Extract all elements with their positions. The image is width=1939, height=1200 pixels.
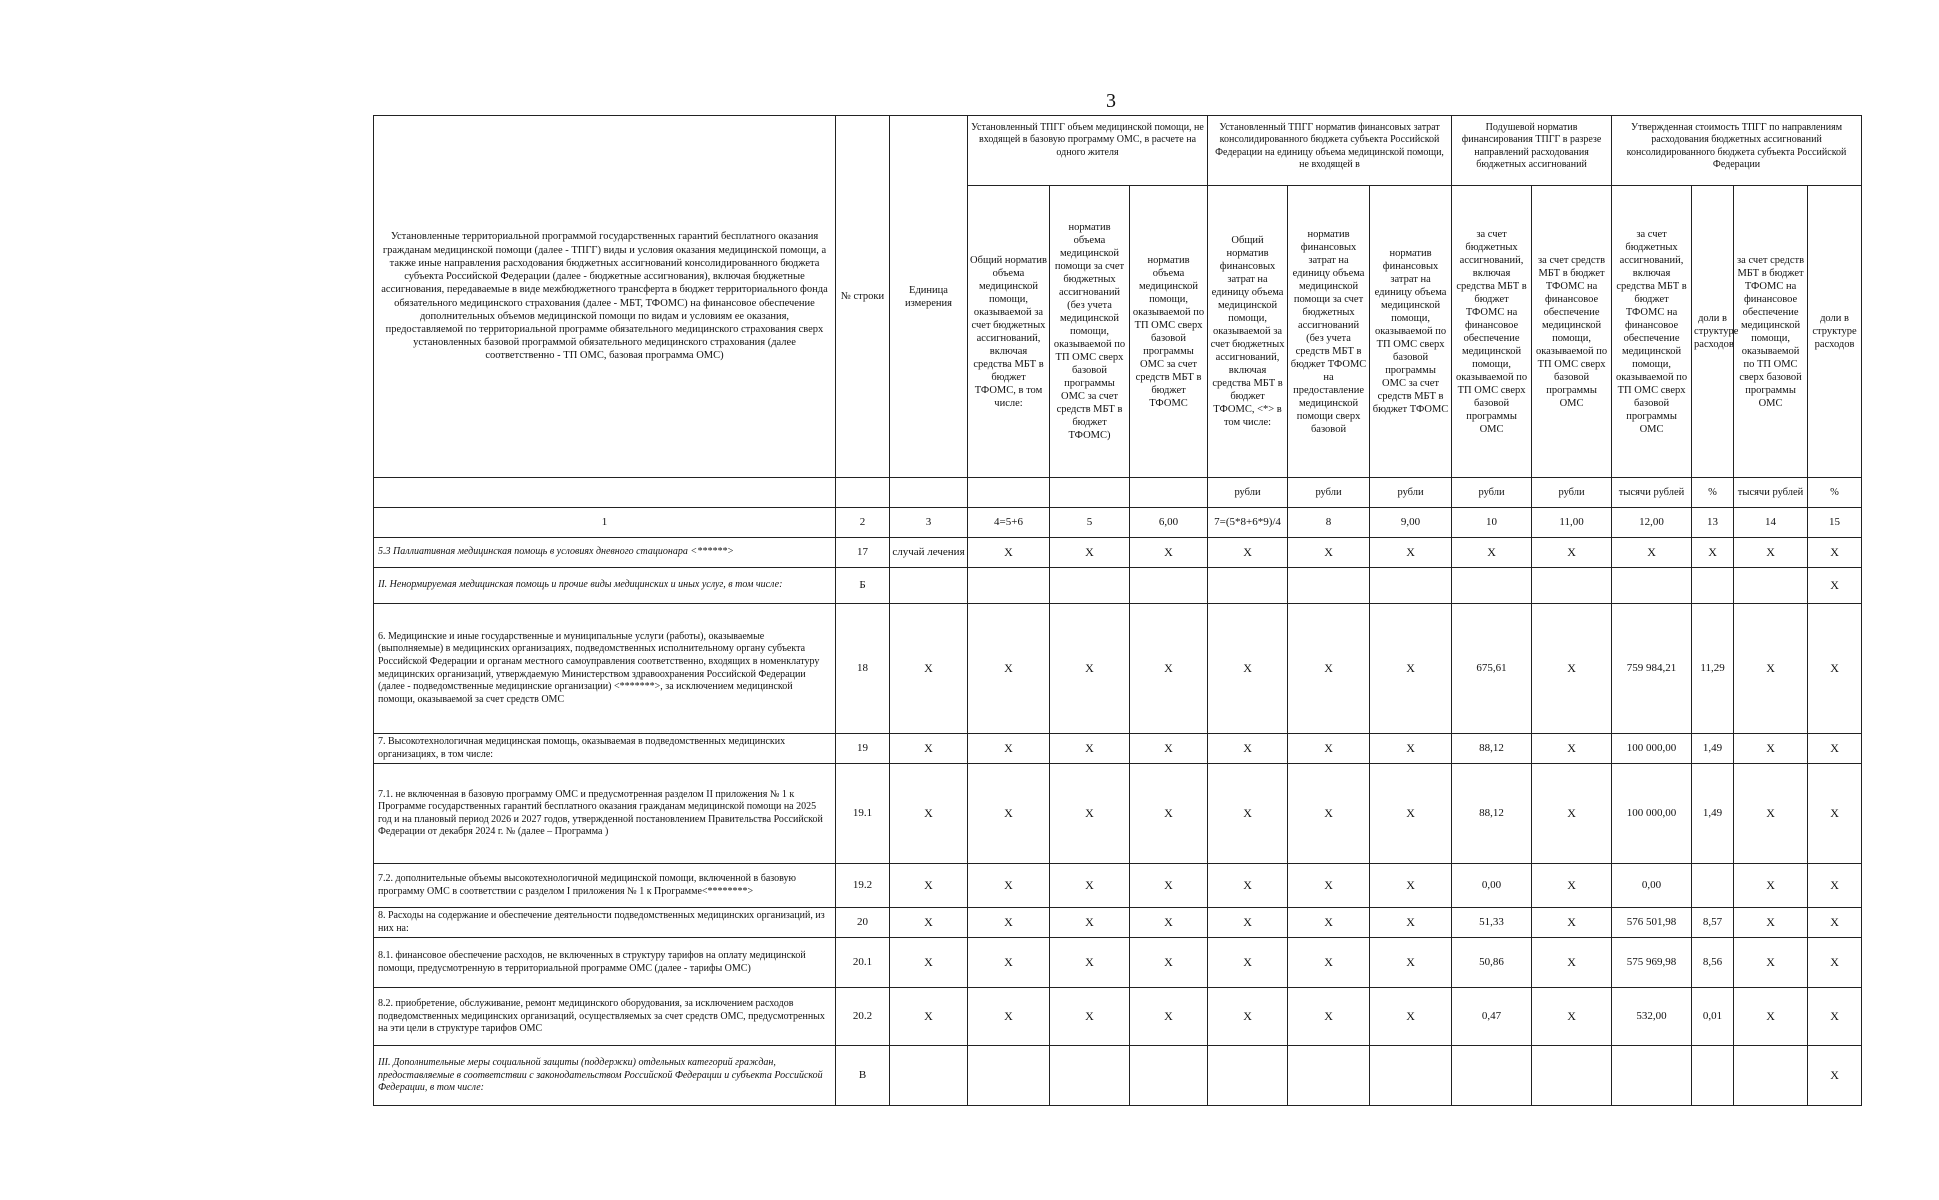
header-unit: Единица измерения	[890, 116, 968, 478]
row-cell	[1612, 1046, 1692, 1106]
row-cell	[1050, 568, 1130, 604]
row-label: III. Дополнительные меры социальной защиты (поддержки) отдельных категорий граждан, предоставляемые в соответствии с законодательством Российской Федерации и субъекта Российской Федерации, в том числе:	[374, 1046, 836, 1106]
row-cell	[1452, 568, 1532, 604]
header-subcolumn-13: доли в структуре расходов	[1692, 186, 1734, 478]
header-subcolumn-9: норматив финансовых затрат на единицу объема медицинской помощи, оказываемой по ТП ОМС сверх базовой программы ОМС за счет средств МБТ в бюджет ТФОМС	[1370, 186, 1452, 478]
column-number-3: 3	[890, 508, 968, 538]
row-cell: X	[1808, 864, 1862, 908]
row-cell: X	[1808, 764, 1862, 864]
budget-table	[373, 115, 1862, 1106]
row-cell: X	[968, 988, 1050, 1046]
row-cell	[890, 1046, 968, 1106]
row-number: Б	[836, 568, 890, 604]
row-cell	[1692, 864, 1734, 908]
row-cell: X	[1370, 604, 1452, 734]
row-cell: 675,61	[1452, 604, 1532, 734]
row-cell	[1130, 568, 1208, 604]
row-cell	[1288, 1046, 1370, 1106]
row-cell: X	[1208, 604, 1288, 734]
row-cell: X	[890, 734, 968, 764]
row-cell: 88,12	[1452, 734, 1532, 764]
row-cell: 1,49	[1692, 764, 1734, 864]
header-subcolumn-10: за счет бюджетных ассигнований, включая средства МБТ в бюджет ТФОМС на финансовое обеспечение медицинской помощи, оказываемой по ТП ОМС сверх базовой программы ОМС	[1452, 186, 1532, 478]
row-cell: X	[1288, 864, 1370, 908]
row-cell: X	[1808, 604, 1862, 734]
row-cell: X	[968, 734, 1050, 764]
units-cell: %	[1692, 478, 1734, 508]
units-cell: рубли	[1370, 478, 1452, 508]
row-cell: X	[1734, 604, 1808, 734]
row-cell: 0,47	[1452, 988, 1532, 1046]
row-cell: X	[1288, 988, 1370, 1046]
row-cell: X	[968, 908, 1050, 938]
row-cell: X	[1532, 988, 1612, 1046]
row-number: 20.1	[836, 938, 890, 988]
row-cell: X	[968, 938, 1050, 988]
row-cell: X	[1050, 604, 1130, 734]
row-cell	[1370, 1046, 1452, 1106]
row-cell: X	[1208, 538, 1288, 568]
row-cell: X	[1288, 604, 1370, 734]
row-cell: X	[1130, 734, 1208, 764]
header-subcolumn-4: Общий норматив объема медицинской помощи, оказываемой за счет бюджетных ассигнований, включая средства МБТ в бюджет ТФОМС, в том числе:	[968, 186, 1050, 478]
row-cell	[1050, 1046, 1130, 1106]
units-cell	[836, 478, 890, 508]
row-cell: X	[1208, 908, 1288, 938]
row-cell: 0,00	[1612, 864, 1692, 908]
table-row	[374, 938, 1862, 988]
units-cell: %	[1808, 478, 1862, 508]
row-number: 20.2	[836, 988, 890, 1046]
column-number-14: 14	[1734, 508, 1808, 538]
row-cell	[890, 568, 968, 604]
row-cell: X	[890, 938, 968, 988]
row-cell: X	[1288, 764, 1370, 864]
row-label: 8.2. приобретение, обслуживание, ремонт медицинского оборудования, за исключением расходов подведомственных медицинских организаций, осуществляемых за счет средств ОМС, предусмотренных на эти цели в структуре тарифов ОМС	[374, 988, 836, 1046]
row-cell: 576 501,98	[1612, 908, 1692, 938]
units-cell: рубли	[1532, 478, 1612, 508]
column-number-8: 8	[1288, 508, 1370, 538]
row-cell: 759 984,21	[1612, 604, 1692, 734]
table-row	[374, 988, 1862, 1046]
row-cell: X	[968, 604, 1050, 734]
row-cell: X	[1130, 864, 1208, 908]
row-cell: X	[1370, 988, 1452, 1046]
column-number-7: 7=(5*8+6*9)/4	[1208, 508, 1288, 538]
row-cell: X	[1288, 908, 1370, 938]
header-row-number: № строки	[836, 116, 890, 478]
header-subcolumn-5: норматив объема медицинской помощи за счет бюджетных ассигнований (без учета медицинской помощи, оказываемой по ТП ОМС сверх базовой программы ОМС за счет средств МБТ в бюджет ТФОМС)	[1050, 186, 1130, 478]
row-cell	[968, 1046, 1050, 1106]
row-cell: X	[1452, 538, 1532, 568]
row-cell	[1734, 568, 1808, 604]
row-cell: 8,56	[1692, 938, 1734, 988]
units-cell	[890, 478, 968, 508]
row-cell: X	[890, 864, 968, 908]
row-cell: X	[1050, 764, 1130, 864]
row-cell: X	[1734, 538, 1808, 568]
units-cell: рубли	[1452, 478, 1532, 508]
row-cell	[1130, 1046, 1208, 1106]
row-cell: X	[1130, 988, 1208, 1046]
row-cell: X	[968, 864, 1050, 908]
row-cell: X	[1734, 864, 1808, 908]
row-cell: X	[1808, 988, 1862, 1046]
row-cell: X	[1208, 764, 1288, 864]
row-cell: X	[1370, 734, 1452, 764]
row-number: 19.1	[836, 764, 890, 864]
column-number-2: 2	[836, 508, 890, 538]
row-label: 5.3 Паллиативная медицинская помощь в условиях дневного стационара <******>	[374, 538, 836, 568]
row-cell: 100 000,00	[1612, 734, 1692, 764]
column-number-15: 15	[1808, 508, 1862, 538]
row-cell: X	[1734, 988, 1808, 1046]
row-cell	[1208, 1046, 1288, 1106]
row-cell: X	[1692, 538, 1734, 568]
row-cell: X	[1050, 864, 1130, 908]
column-number-13: 13	[1692, 508, 1734, 538]
row-cell: X	[968, 538, 1050, 568]
header-subcolumn-15: доли в структуре расходов	[1808, 186, 1862, 478]
row-cell	[1208, 568, 1288, 604]
row-cell: 88,12	[1452, 764, 1532, 864]
units-cell	[1050, 478, 1130, 508]
row-cell: 51,33	[1452, 908, 1532, 938]
units-cell	[1130, 478, 1208, 508]
row-number: 20	[836, 908, 890, 938]
row-cell: 532,00	[1612, 988, 1692, 1046]
row-cell	[1692, 568, 1734, 604]
row-cell: X	[968, 764, 1050, 864]
row-cell: X	[890, 988, 968, 1046]
header-subcolumn-7: Общий норматив финансовых затрат на единицу объема медицинской помощи, оказываемой за счет бюджетных ассигнований, включая средства МБТ в бюджет ТФОМС, <*> в том числе:	[1208, 186, 1288, 478]
row-cell	[968, 568, 1050, 604]
row-cell: X	[1532, 764, 1612, 864]
row-cell: X	[1370, 764, 1452, 864]
row-cell: X	[1532, 908, 1612, 938]
table-row	[374, 538, 1862, 568]
row-cell: X	[1370, 538, 1452, 568]
units-cell: рубли	[1288, 478, 1370, 508]
row-cell	[1612, 568, 1692, 604]
row-cell: 50,86	[1452, 938, 1532, 988]
column-number-6: 6,00	[1130, 508, 1208, 538]
row-label: 7.2. дополнительные объемы высокотехнологичной медицинской помощи, включенной в базовую программу ОМС в соответствии с разделом I приложения № 1 к Программе<********>	[374, 864, 836, 908]
row-label: 6. Медицинские и иные государственные и муниципальные услуги (работы), оказываемые (выполняемые) в медицинских организациях, подведомственных исполнительному органу субъекта Российской Федерации и органам местного самоуправления соответственно, входящих в номенклатуру медицинских организаций, утверждаемую Министерством здравоохранения Российской Федерации (далее - подведомственные медицинские организации) <*******>, за исключением медицинской помощи, оказываемой за счет средств ОМС	[374, 604, 836, 734]
row-label: II. Ненормируемая медицинская помощь и прочие виды медицинских и иных услуг, в том числе:	[374, 568, 836, 604]
row-cell: 1,49	[1692, 734, 1734, 764]
row-number: 19	[836, 734, 890, 764]
row-cell: X	[1130, 908, 1208, 938]
row-cell: X	[890, 764, 968, 864]
row-cell	[1370, 568, 1452, 604]
row-cell: X	[1050, 988, 1130, 1046]
row-cell: X	[1532, 538, 1612, 568]
header-subcolumn-12: за счет бюджетных ассигнований, включая средства МБТ в бюджет ТФОМС на финансовое обеспечение медицинской помощи, оказываемой по ТП ОМС сверх базовой программы ОМС	[1612, 186, 1692, 478]
row-cell: 11,29	[1692, 604, 1734, 734]
row-cell: X	[1532, 604, 1612, 734]
units-cell	[374, 478, 836, 508]
column-number-12: 12,00	[1612, 508, 1692, 538]
row-cell	[1532, 1046, 1612, 1106]
row-cell: X	[1808, 734, 1862, 764]
table-row	[374, 604, 1862, 734]
row-cell: X	[1050, 734, 1130, 764]
row-cell: 575 969,98	[1612, 938, 1692, 988]
column-number-10: 10	[1452, 508, 1532, 538]
row-cell: X	[1370, 908, 1452, 938]
row-cell: X	[890, 908, 968, 938]
row-cell: X	[1734, 908, 1808, 938]
column-number-5: 5	[1050, 508, 1130, 538]
row-cell	[1734, 1046, 1808, 1106]
row-number: 18	[836, 604, 890, 734]
row-cell: X	[1130, 764, 1208, 864]
row-label: 8. Расходы на содержание и обеспечение деятельности подведомственных медицинских организаций, из них на:	[374, 908, 836, 938]
table-row	[374, 764, 1862, 864]
table-row	[374, 568, 1862, 604]
row-cell: X	[1050, 538, 1130, 568]
row-cell: X	[1808, 938, 1862, 988]
row-cell	[1288, 568, 1370, 604]
row-cell: X	[1288, 938, 1370, 988]
row-number: 17	[836, 538, 890, 568]
table-row	[374, 734, 1862, 764]
column-number-1: 1	[374, 508, 836, 538]
header-group-volume: Установленный ТПГГ объем медицинской помощи, не входящей в базовую программу ОМС, в расчете на одного жителя	[968, 116, 1208, 186]
header-subcolumn-14: за счет средств МБТ в бюджет ТФОМС на финансовое обеспечение медицинской помощи, оказываемой по ТП ОМС сверх базовой программы ОМС	[1734, 186, 1808, 478]
column-number-9: 9,00	[1370, 508, 1452, 538]
row-cell: X	[1808, 1046, 1862, 1106]
row-cell	[1532, 568, 1612, 604]
row-cell: X	[1208, 864, 1288, 908]
row-cell: X	[1130, 538, 1208, 568]
row-cell	[1452, 1046, 1532, 1106]
row-cell: X	[1734, 734, 1808, 764]
row-cell: X	[1532, 864, 1612, 908]
row-cell: X	[1208, 988, 1288, 1046]
row-cell: X	[1370, 864, 1452, 908]
row-cell: 0,00	[1452, 864, 1532, 908]
row-cell: 100 000,00	[1612, 764, 1692, 864]
row-cell: X	[1532, 734, 1612, 764]
row-cell: X	[1130, 604, 1208, 734]
row-cell: X	[1050, 938, 1130, 988]
header-main-label: Установленные территориальной программой государственных гарантий бесплатного оказания гражданам медицинской помощи (далее - ТПГГ) виды и условия оказания медицинской помощи, а также иные направления расходования бюджетных ассигнований консолидированного бюджета субъекта Российской Федерации (далее - бюджетные ассигнования), включая бюджетные ассигнования, передаваемые в виде межбюджетного трансферта в бюджет территориального фонда обязательного медицинского страхования (далее - МБТ, ТФОМС) на финансовое обеспечение дополнительных объемов медицинской помощи по видам и условиям ее оказания, предоставляемой по территориальной программе обязательного медицинского страхования сверх установленных базовой программой обязательного медицинского страхования (далее соответственно - ТП ОМС, базовая программа ОМС)	[374, 116, 836, 478]
row-cell: 0,01	[1692, 988, 1734, 1046]
row-cell: X	[1808, 908, 1862, 938]
header-subcolumn-11: за счет средств МБТ в бюджет ТФОМС на финансовое обеспечение медицинской помощи, оказываемой по ТП ОМС сверх базовой программы ОМС	[1532, 186, 1612, 478]
units-cell: рубли	[1208, 478, 1288, 508]
column-number-4: 4=5+6	[968, 508, 1050, 538]
row-cell: X	[1130, 938, 1208, 988]
row-cell: X	[890, 604, 968, 734]
header-subcolumn-6: норматив объема медицинской помощи, оказываемой по ТП ОМС сверх базовой программы ОМС за счет средств МБТ в бюджет ТФОМС	[1130, 186, 1208, 478]
row-cell: случай лечения	[890, 538, 968, 568]
table-row	[374, 908, 1862, 938]
row-label: 8.1. финансовое обеспечение расходов, не включенных в структуру тарифов на оплату медицинской помощи, предусмотренную в территориальной программе ОМС (далее - тарифы ОМС)	[374, 938, 836, 988]
row-cell: X	[1370, 938, 1452, 988]
row-number: 19.2	[836, 864, 890, 908]
row-label: 7.1. не включенная в базовую программу ОМС и предусмотренная разделом II приложения № 1 к Программе государственных гарантий бесплатного оказания гражданам медицинской помощи на 2025 год и на плановый период 2026 и 2027 годов, утвержденной постановлением Правительства Российской Федерации от декабря 2024 г. № (далее – Программа )	[374, 764, 836, 864]
header-subcolumn-8: норматив финансовых затрат на единицу объема медицинской помощи за счет бюджетных ассигнований (без учета средств МБТ в бюджет ТФОМС на предоставление медицинской помощи сверх базовой	[1288, 186, 1370, 478]
header-group-approved-cost: Утвержденная стоимость ТПГГ по направлениям расходования бюджетных ассигнований консолидированного бюджета субъекта Российской Федерации	[1612, 116, 1862, 186]
row-cell: X	[1734, 764, 1808, 864]
column-number-11: 11,00	[1532, 508, 1612, 538]
header-group-cost-norm: Установленный ТПГГ норматив финансовых затрат консолидированного бюджета субъекта Российской Федерации на единицу объема медицинской помощи, не входящей в	[1208, 116, 1452, 186]
units-cell: тысячи рублей	[1612, 478, 1692, 508]
page-number: 3	[1106, 90, 1116, 112]
table-row	[374, 1046, 1862, 1106]
row-cell: X	[1808, 568, 1862, 604]
row-cell: X	[1532, 938, 1612, 988]
row-label: 7. Высокотехнологичная медицинская помощь, оказываемая в подведомственных медицинских организациях, в том числе:	[374, 734, 836, 764]
units-cell: тысячи рублей	[1734, 478, 1808, 508]
row-cell: X	[1288, 734, 1370, 764]
row-cell: X	[1208, 938, 1288, 988]
row-cell: X	[1808, 538, 1862, 568]
row-cell: X	[1612, 538, 1692, 568]
row-number: В	[836, 1046, 890, 1106]
row-cell: X	[1208, 734, 1288, 764]
row-cell: X	[1288, 538, 1370, 568]
row-cell	[1692, 1046, 1734, 1106]
table-row	[374, 864, 1862, 908]
row-cell: X	[1050, 908, 1130, 938]
header-group-per-capita: Подушевой норматив финансирования ТПГГ в разрезе направлений расходования бюджетных ассигнований	[1452, 116, 1612, 186]
row-cell: 8,57	[1692, 908, 1734, 938]
units-cell	[968, 478, 1050, 508]
row-cell: X	[1734, 938, 1808, 988]
